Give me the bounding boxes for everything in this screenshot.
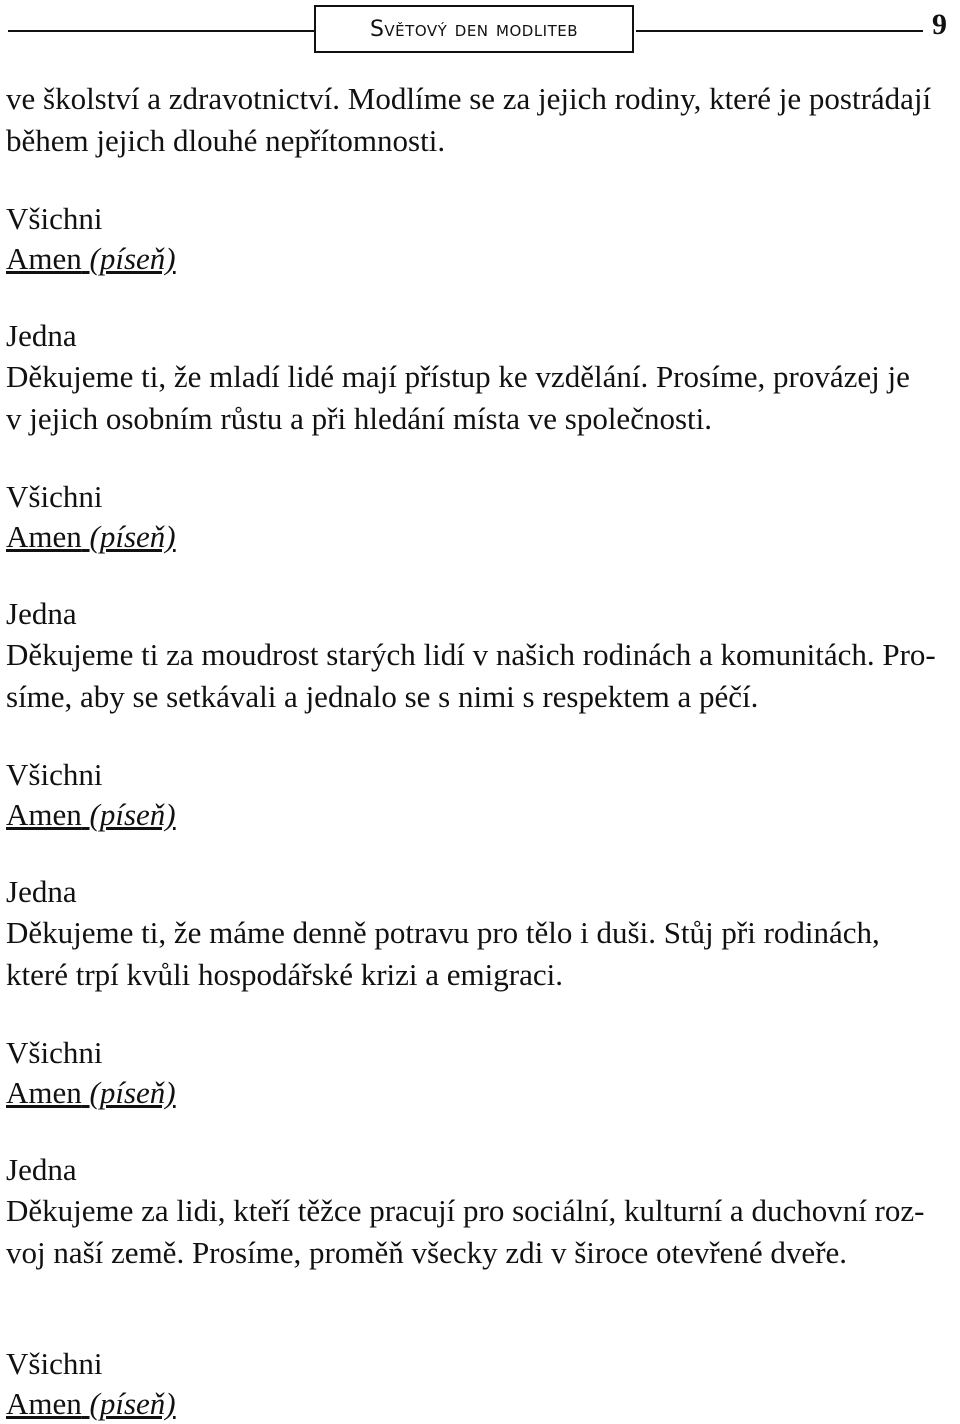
song-note: (píseň) <box>89 797 176 832</box>
text-line: síme, aby se setkávali a jednalo se s nimi s respektem a péčí. <box>6 679 759 714</box>
text-line: Děkujeme ti, že mladí lidé mají přístup ke vzdělání. Prosíme, provázej je <box>6 359 910 394</box>
header-rule-right <box>636 30 923 32</box>
response-block <box>6 1033 950 1113</box>
speaker-label: Jedna <box>6 1152 77 1187</box>
text-line: ve školství a zdravotnictví. Modlíme se za jejich rodiny, které je postrádají <box>6 81 932 116</box>
amen-line <box>6 1073 950 1113</box>
amen-line <box>6 795 950 835</box>
song-note: (píseň) <box>89 519 176 554</box>
speaker-label: Jedna <box>6 318 77 353</box>
response-block <box>6 199 950 279</box>
response-label: Všichni <box>6 1035 103 1070</box>
amen-word: Amen <box>6 1386 82 1421</box>
response-block <box>6 1344 950 1424</box>
speaker-label: Jedna <box>6 874 77 909</box>
amen-word: Amen <box>6 519 82 554</box>
song-note: (píseň) <box>89 241 176 276</box>
prayer-block <box>6 594 950 718</box>
text-line: v jejich osobním růstu a při hledání místa ve společnosti. <box>6 401 712 436</box>
text-line: Děkujeme za lidi, kteří těžce pracují pro sociální, kulturní a duchovní roz- <box>6 1193 925 1228</box>
header-rule-left <box>8 30 314 32</box>
amen-word: Amen <box>6 241 82 276</box>
paragraph-intro <box>6 78 950 162</box>
response-label: Všichni <box>6 479 103 514</box>
amen-line <box>6 239 950 279</box>
response-label: Všichni <box>6 757 103 792</box>
song-note: (píseň) <box>89 1386 176 1421</box>
prayer-block <box>6 316 950 440</box>
page-content <box>6 78 950 1424</box>
song-note: (píseň) <box>89 1075 176 1110</box>
text-line: Děkujeme ti, že máme denně potravu pro tělo i duši. Stůj při rodinách, <box>6 915 880 950</box>
text-line: během jejich dlouhé nepřítomnosti. <box>6 123 446 158</box>
amen-line <box>6 1384 950 1424</box>
response-block <box>6 755 950 835</box>
header-title-box <box>314 5 634 53</box>
page-number: 9 <box>932 8 947 41</box>
text-line: Děkujeme ti za moudrost starých lidí v našich rodinách a komunitách. Pro- <box>6 637 936 672</box>
amen-word: Amen <box>6 1075 82 1110</box>
response-block <box>6 477 950 557</box>
text-line: které trpí kvůli hospodářské krizi a emigraci. <box>6 957 563 992</box>
page-header <box>0 0 960 60</box>
amen-line <box>6 517 950 557</box>
prayer-block <box>6 1150 950 1274</box>
text-line: voj naší země. Prosíme, proměň všecky zdi v široce otevřené dveře. <box>6 1235 848 1270</box>
speaker-label: Jedna <box>6 596 77 631</box>
amen-word: Amen <box>6 797 82 832</box>
response-label: Všichni <box>6 1346 103 1381</box>
header-title: Světový den modliteb <box>369 16 579 42</box>
response-label: Všichni <box>6 201 103 236</box>
prayer-block <box>6 872 950 996</box>
